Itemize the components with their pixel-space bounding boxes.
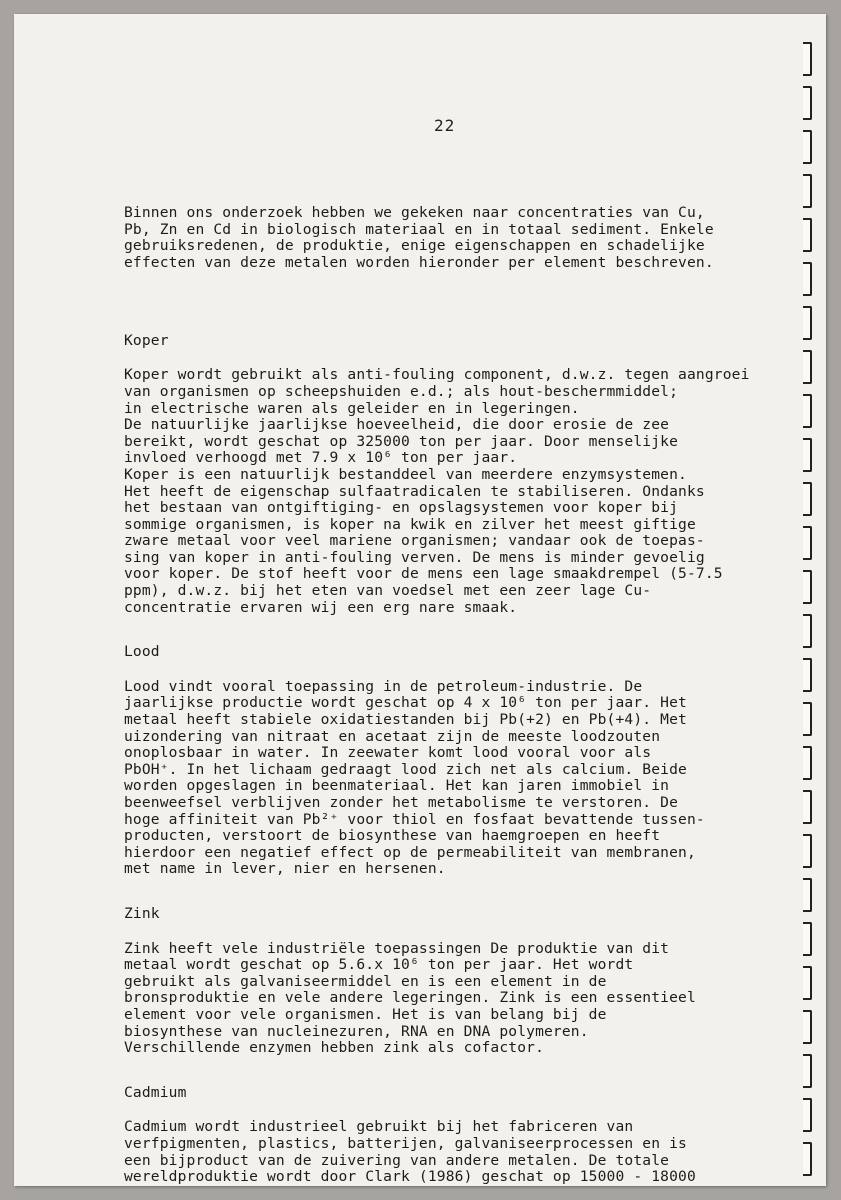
section-paragraph	[124, 1119, 824, 1185]
document-page	[14, 14, 826, 1186]
text-line: Koper is een natuurlijk bestanddeel van meerdere enzymsystemen.	[124, 465, 687, 483]
binder-ring	[803, 42, 812, 76]
text-line: bronsproduktie en vele andere legeringen. Zink is een essentieel	[124, 989, 696, 1007]
text-line: Cadmium wordt industrieel gebruikt bij het fabriceren van	[124, 1118, 634, 1136]
text-line: beenweefsel verblijven zonder het metabolisme te verstoren. De	[124, 794, 679, 811]
page-number: 22	[434, 116, 456, 135]
paragraph-gap	[124, 1057, 824, 1075]
text-line: een bijproduct van de zuivering van andere metalen. De totale	[124, 1151, 670, 1169]
text-line: wereldproduktie wordt door Clark (1986) geschat op 15000 - 18000	[124, 1168, 696, 1186]
text-line: van organismen op scheepshuiden e.d.; als hout-beschermmiddel;	[124, 382, 679, 400]
intro-paragraph	[124, 205, 824, 271]
binder-ring	[803, 86, 812, 120]
text-line: Koper wordt gebruikt als anti-fouling component, d.w.z. tegen aangroei	[124, 366, 750, 384]
section-heading: Lood	[124, 643, 160, 661]
text-line: element voor vele organismen. Het is van belang bij de	[124, 1005, 607, 1023]
text-line: concentratie ervaren wij een erg nare smaak.	[124, 598, 518, 616]
text-line: voor koper. De stof heeft voor de mens een lage smaakdrempel (5-7.5	[124, 565, 723, 583]
text-line: sommige organismen, is koper na kwik en zilver het meest giftige	[124, 515, 696, 533]
body-text	[124, 172, 824, 1186]
binder-ring	[803, 130, 812, 164]
text-line: jaarlijkse productie wordt geschat op 4 x 10⁶ ton per jaar. Het	[124, 694, 687, 712]
text-line: hierdoor een negatief effect op de permeabiliteit van membranen,	[124, 843, 696, 861]
text-line: Zink heeft vele industriële toepassingen De produktie van dit	[124, 939, 670, 957]
text-line: biosynthese van nucleinezuren, RNA en DNA polymeren.	[124, 1022, 589, 1040]
text-line: in electrische waren als geleider en in legeringen.	[124, 399, 580, 417]
section-paragraph	[124, 941, 824, 1057]
text-line: gebruikt als galvaniseermiddel en is een element in de	[124, 972, 607, 990]
text-line: met name in lever, nier en hersenen.	[124, 860, 446, 878]
text-line: Verschillende enzymen hebben zink als cofactor.	[124, 1039, 545, 1057]
text-line: De natuurlijke jaarlijkse hoeveelheid, die door erosie de zee	[124, 416, 670, 434]
section-heading: Zink	[124, 904, 160, 922]
text-line: ppm), d.w.z. bij het eten van voedsel met een zeer lage Cu-	[124, 582, 652, 600]
section-heading: Cadmium	[124, 1083, 187, 1101]
text-line: Het heeft de eigenschap sulfaatradicalen te stabiliseren. Ondanks	[124, 482, 705, 500]
paragraph-gap	[124, 616, 824, 634]
text-line: invloed verhoogd met 7.9 x 10⁶ ton per jaar.	[124, 449, 518, 467]
text-line: verfpigmenten, plastics, batterijen, galvaniseerprocessen en is	[124, 1134, 687, 1152]
text-line: zware metaal voor veel mariene organismen; vandaar ook de toepas-	[124, 532, 705, 550]
text-line: Pb, Zn en Cd in biologisch materiaal en in totaal sediment. Enkele	[124, 220, 714, 238]
text-line: uizondering van nitraat en acetaat zijn de meeste loodzouten	[124, 727, 661, 745]
section-paragraph	[124, 367, 824, 616]
text-line: gebruiksredenen, de produktie, enige eigenschappen en schadelijke	[124, 237, 705, 255]
text-line: onoplosbaar in water. In zeewater komt lood vooral voor als	[124, 744, 652, 762]
text-line: effecten van deze metalen worden hieronder per element beschreven.	[124, 253, 714, 271]
text-line: PbOH⁺. In het lichaam gedraagt lood zich net als calcium. Beide	[124, 760, 687, 778]
text-line: hoge affiniteit van Pb²⁺ voor thiol en fosfaat bevattende tussen-	[124, 810, 705, 828]
paragraph-gap	[124, 878, 824, 896]
text-line: metaal wordt geschat op 5.6.x 10⁶ ton per jaar. Het wordt	[124, 956, 634, 974]
text-line: bereikt, wordt geschat op 325000 ton per jaar. Door menselijke	[124, 432, 679, 450]
text-line: het bestaan van ontgiftiging- en opslagsystemen voor koper bij	[124, 499, 679, 517]
paragraph-gap	[124, 305, 824, 323]
text-line: Lood vindt vooral toepassing in de petroleum-industrie. De	[124, 677, 643, 695]
text-line: producten, verstoort de biosynthese van haemgroepen en heeft	[124, 827, 661, 845]
text-line: Binnen ons onderzoek hebben we gekeken naar concentraties van Cu,	[124, 204, 705, 222]
text-line: worden opgeslagen in beenmateriaal. Het kan jaren immobiel in	[124, 777, 670, 795]
section-heading: Koper	[124, 331, 169, 349]
text-line: metaal heeft stabiele oxidatiestanden bij Pb(+2) en Pb(+4). Met	[124, 711, 687, 729]
section-paragraph	[124, 679, 824, 878]
text-line: sing van koper in anti-fouling verven. De mens is minder gevoelig	[124, 548, 705, 566]
